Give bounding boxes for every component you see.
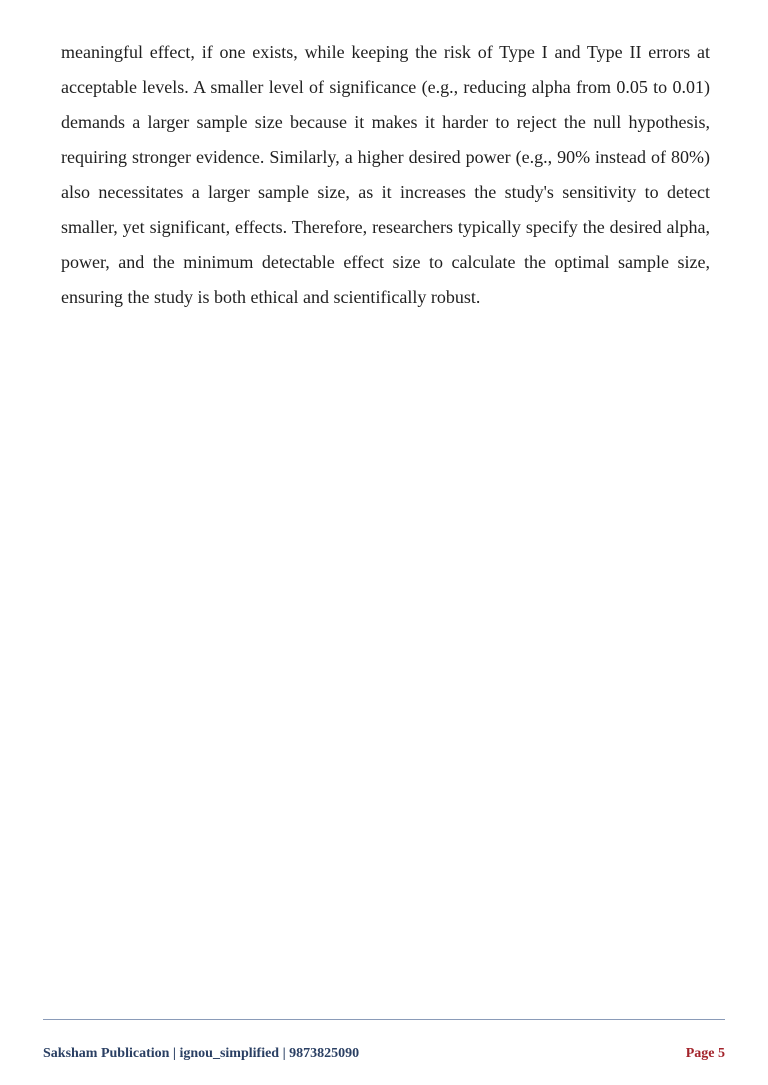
footer-publisher: Saksham Publication | ignou_simplified | 9873825090 — [43, 1046, 360, 1061]
page-number: Page 5 — [685, 1046, 725, 1061]
body-paragraph: meaningful effect, if one exists, while keeping the risk of Type I and Type II errors at acceptable levels. A smaller level of significance (e.g., reducing alpha from 0.05 to 0.01) demands a larger sample size because it makes it harder to reject the null hypothesis, requiring stronger evidence. Similarly, a higher desired power (e.g., 90% instead of 80%) also necessitates a larger sample size, as it increases the study's sensitivity to detect smaller, yet significant, effects. Therefore, researchers typically specify the desired alpha, power, and the minimum detectable effect size to calculate the optimal sample size, ensuring the study is both ethical and scientifically robust. — [61, 42, 710, 307]
footer-divider — [43, 1019, 725, 1020]
